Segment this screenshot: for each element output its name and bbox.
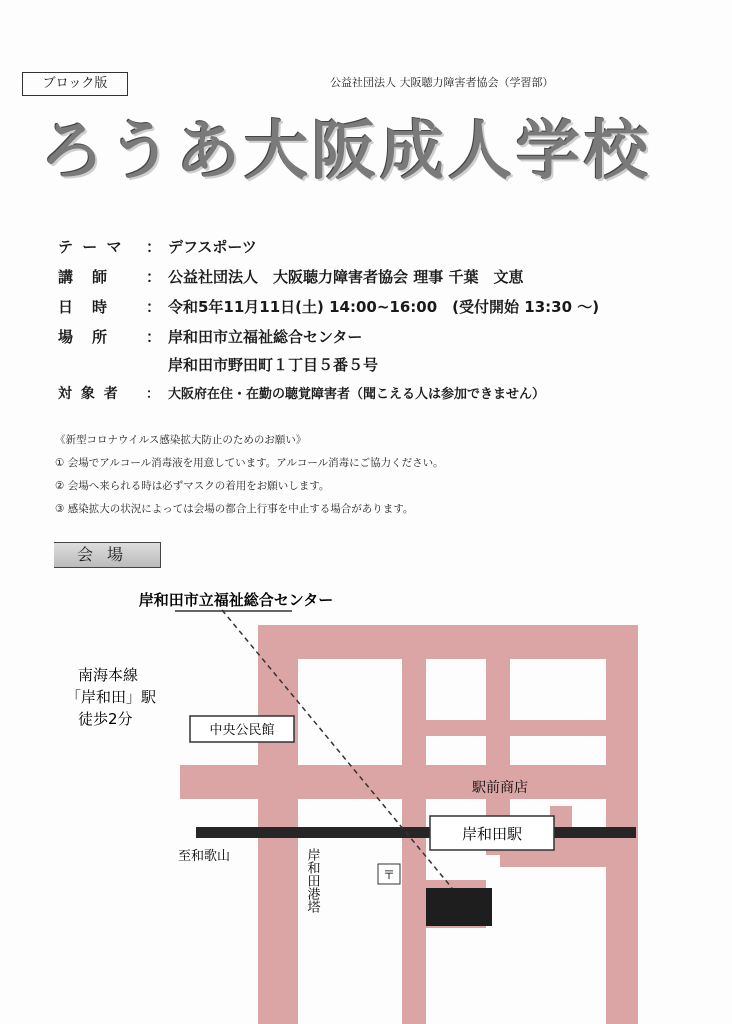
theme-label: テ ー マ bbox=[58, 238, 124, 256]
info-place-row bbox=[58, 326, 362, 347]
datetime-value: 令和5年11月11日(土) 14:00~16:00 (受付開始 13:30 ～) bbox=[168, 298, 600, 316]
theme-value: デフスポーツ bbox=[168, 238, 257, 256]
venue-heading: 会場 bbox=[54, 542, 161, 568]
target-label: 対 象 者 bbox=[58, 386, 120, 402]
to-wakayama-label: 至和歌山 bbox=[178, 849, 231, 864]
road bbox=[606, 625, 638, 1024]
note-item: ② 会場へ来られる時は必ずマスクの着用をお願いします。 bbox=[55, 480, 330, 492]
organization-header: 公益社団法人 大阪聴力障害者協会（学習部） bbox=[330, 76, 554, 89]
station-ref: 「岸和田」駅 bbox=[66, 688, 157, 706]
venue-building bbox=[426, 888, 492, 926]
road-network bbox=[180, 625, 638, 1024]
station-label: 岸和田駅 bbox=[461, 825, 523, 843]
road bbox=[402, 625, 426, 1024]
colon: ： bbox=[146, 268, 162, 286]
walk-time: 徒歩2分 bbox=[78, 710, 133, 728]
datetime-label: 日 時 bbox=[58, 298, 110, 316]
place-value: 岸和田市立福祉総合センター bbox=[168, 328, 363, 346]
colon: ： bbox=[146, 238, 162, 256]
info-target-row bbox=[58, 383, 545, 403]
note-item: ① 会場でアルコール消毒液を用意しています。アルコール消毒にご協力ください。 bbox=[55, 457, 444, 469]
lecturer-label: 講 師 bbox=[58, 268, 110, 286]
info-datetime-row bbox=[58, 296, 599, 317]
railway-line bbox=[196, 827, 636, 838]
road bbox=[258, 625, 298, 1024]
colon: ： bbox=[146, 298, 162, 316]
hall-label: 中央公民館 bbox=[209, 723, 275, 738]
colon: ： bbox=[146, 387, 160, 402]
road-label: 岸和田港塔 bbox=[304, 848, 320, 913]
info-theme-row bbox=[58, 236, 257, 257]
block-version-tag: ブロック版 bbox=[22, 72, 128, 96]
colon: ： bbox=[146, 328, 162, 346]
road bbox=[258, 625, 638, 659]
place-address: 岸和田市野田町１丁目５番５号 bbox=[168, 356, 379, 374]
line-name: 南海本線 bbox=[78, 666, 139, 684]
lecturer-value: 公益社団法人 大阪聴力障害者協会 理事 千葉 文恵 bbox=[168, 268, 524, 286]
map-center-label: 岸和田市立福祉総合センター bbox=[138, 591, 334, 609]
info-lecturer-row bbox=[58, 266, 523, 287]
place-label: 場 所 bbox=[58, 328, 110, 346]
page-title: ろうあ大阪成人学校 bbox=[40, 115, 652, 189]
notes-heading: 《新型コロナウイルス感染拡大防止のためのお願い》 bbox=[55, 434, 307, 446]
shop-label: 駅前商店 bbox=[472, 780, 528, 796]
note-item: ③ 感染拡大の状況によっては会場の都合上行事を中止する場合があります。 bbox=[55, 503, 414, 515]
post-office-icon: 〒 bbox=[382, 868, 396, 882]
access-map bbox=[0, 580, 732, 1024]
target-value: 大阪府在住・在勤の聴覚障害者（聞こえる人は参加できません） bbox=[168, 387, 546, 402]
road bbox=[410, 720, 630, 736]
